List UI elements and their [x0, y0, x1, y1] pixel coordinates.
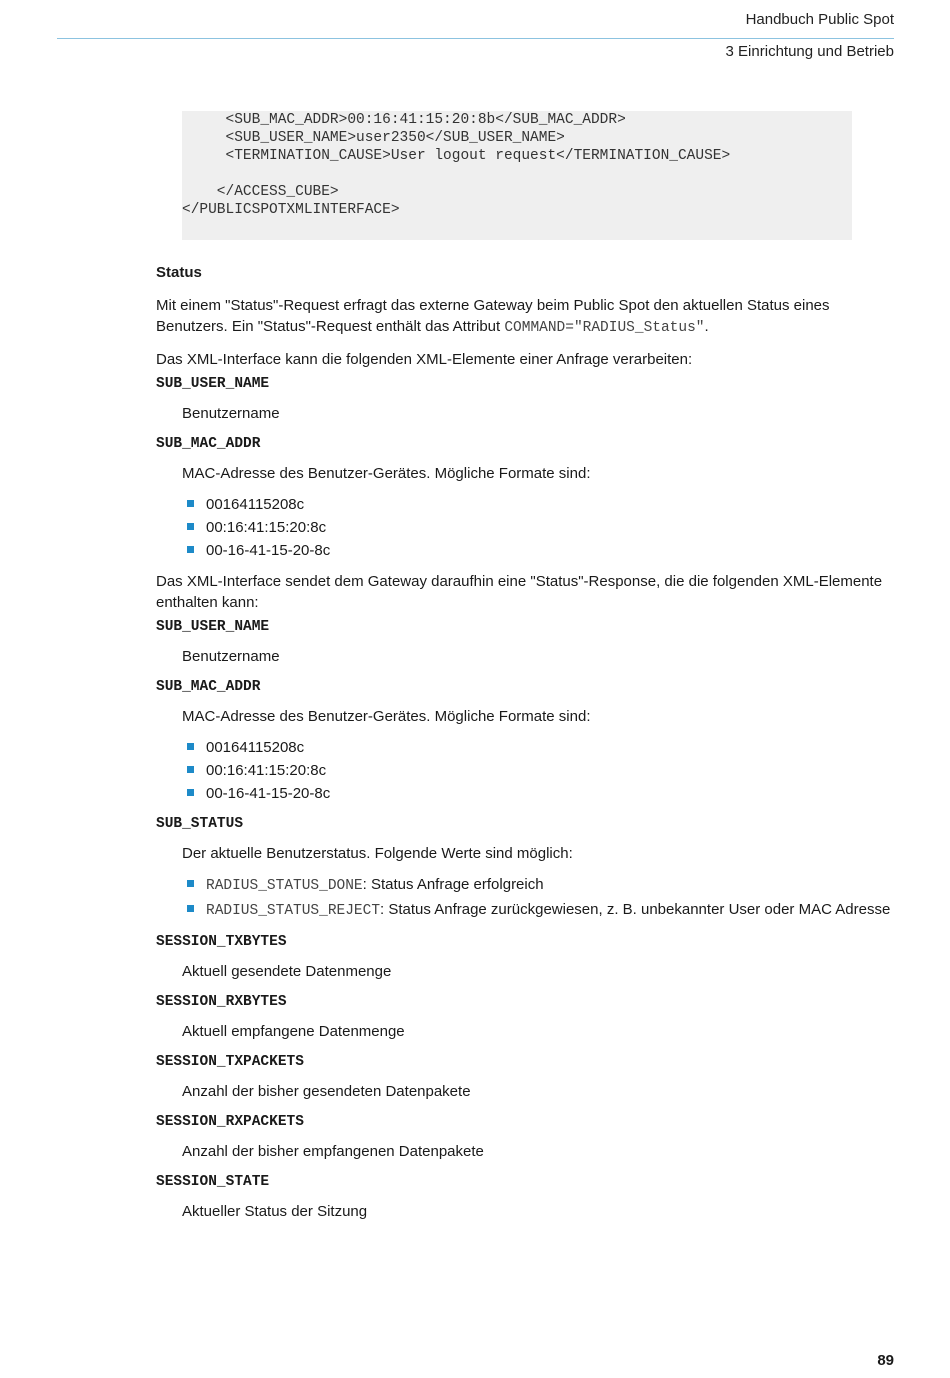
bullet-icon	[187, 766, 194, 773]
request-intro: Das XML-Interface kann die folgenden XML-Elemente einer Anfrage verarbeiten:	[156, 351, 693, 368]
code-line: <SUB_USER_NAME>user2350</SUB_USER_NAME>	[182, 130, 565, 146]
list-item-text: 00164115208c	[206, 496, 305, 513]
status-value-list	[182, 874, 896, 922]
def-session-rxpackets: Anzahl der bisher empfangenen Datenpakete	[182, 1143, 484, 1160]
list-item	[182, 737, 896, 758]
code-line: </PUBLICSPOTXMLINTERFACE>	[182, 202, 400, 218]
def-sub-user-name: Benutzername	[182, 648, 280, 665]
term-sub-user-name: SUB_USER_NAME	[156, 619, 270, 635]
response-intro: Das XML-Interface sendet dem Gateway daraufhin eine "Status"-Response, die die folgenden XML-Elemente enthalten kann:	[156, 573, 883, 611]
def-sub-status: Der aktuelle Benutzerstatus. Folgende Werte sind möglich:	[182, 845, 573, 862]
list-item-text: 00-16-41-15-20-8c	[206, 785, 331, 802]
list-item	[182, 783, 896, 804]
def-sub-mac-addr: MAC-Adresse des Benutzer-Gerätes. Mögliche Formate sind:	[182, 708, 591, 725]
list-item	[182, 899, 896, 922]
code-line: <TERMINATION_CAUSE>User logout request</TERMINATION_CAUSE>	[182, 148, 731, 164]
def-session-state: Aktueller Status der Sitzung	[182, 1203, 368, 1220]
bullet-icon	[187, 743, 194, 750]
term-session-rxbytes: SESSION_RXBYTES	[156, 994, 287, 1010]
list-item	[182, 517, 896, 538]
status-code: RADIUS_STATUS_REJECT	[206, 903, 381, 919]
mac-format-list	[182, 494, 896, 561]
def-session-txpackets: Anzahl der bisher gesendeten Datenpakete	[182, 1083, 471, 1100]
term-session-state: SESSION_STATE	[156, 1174, 270, 1190]
term-session-txbytes: SESSION_TXBYTES	[156, 934, 287, 950]
list-item-text: 00-16-41-15-20-8c	[206, 542, 331, 559]
code-line: </ACCESS_CUBE>	[182, 184, 339, 200]
bullet-icon	[187, 500, 194, 507]
section-heading: Status	[156, 264, 202, 281]
mac-format-list	[182, 737, 896, 804]
term-session-txpackets: SESSION_TXPACKETS	[156, 1054, 304, 1070]
code-line: <SUB_MAC_ADDR>00:16:41:15:20:8b</SUB_MAC_ADDR>	[182, 112, 626, 128]
intro-paragraph	[156, 295, 896, 339]
term-sub-user-name: SUB_USER_NAME	[156, 376, 270, 392]
term-sub-status: SUB_STATUS	[156, 816, 244, 832]
header-title: Handbuch Public Spot	[745, 11, 894, 28]
bullet-icon	[187, 880, 194, 887]
def-session-txbytes: Aktuell gesendete Datenmenge	[182, 963, 392, 980]
header-chapter: 3 Einrichtung und Betrieb	[725, 43, 894, 60]
def-sub-user-name: Benutzername	[182, 405, 280, 422]
intro-command-code: COMMAND="RADIUS_Status"	[504, 320, 705, 336]
bullet-icon	[187, 546, 194, 553]
list-item-text: 00164115208c	[206, 739, 305, 756]
status-code: RADIUS_STATUS_DONE	[206, 878, 363, 894]
code-block	[182, 111, 852, 240]
def-sub-mac-addr: MAC-Adresse des Benutzer-Gerätes. Mögliche Formate sind:	[182, 465, 591, 482]
list-item	[182, 540, 896, 561]
list-item	[182, 494, 896, 515]
main-content	[156, 263, 896, 1232]
bullet-icon	[187, 523, 194, 530]
list-item	[182, 760, 896, 781]
term-sub-mac-addr: SUB_MAC_ADDR	[156, 679, 261, 695]
header-divider	[57, 38, 894, 39]
list-item	[182, 874, 896, 897]
list-item-text: 00:16:41:15:20:8c	[206, 762, 327, 779]
intro-text: Mit einem "Status"-Request erfragt das externe Gateway beim Public Spot den aktuellen Status eines Benutzers. Ein "Status"-Request enthält das Attribut	[156, 297, 830, 335]
term-session-rxpackets: SESSION_RXPACKETS	[156, 1114, 304, 1130]
status-text: : Status Anfrage zurückgewiesen, z. B. unbekannter User oder MAC Adresse	[380, 901, 891, 918]
term-sub-mac-addr: SUB_MAC_ADDR	[156, 436, 261, 452]
def-session-rxbytes: Aktuell empfangene Datenmenge	[182, 1023, 405, 1040]
status-text: : Status Anfrage erfolgreich	[362, 876, 544, 893]
bullet-icon	[187, 789, 194, 796]
list-item-text: 00:16:41:15:20:8c	[206, 519, 327, 536]
page-number: 89	[877, 1352, 894, 1369]
bullet-icon	[187, 905, 194, 912]
intro-end: .	[704, 318, 709, 335]
